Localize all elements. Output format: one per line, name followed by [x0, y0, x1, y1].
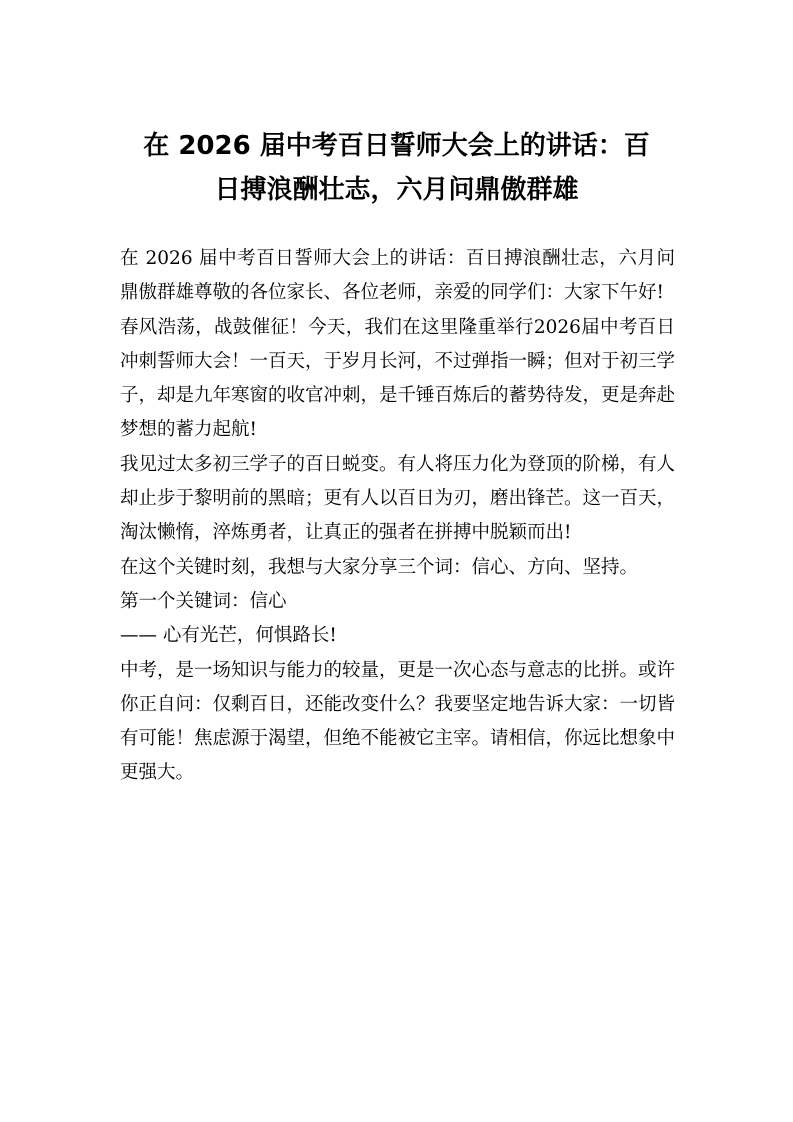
paragraph-greeting: 在 2026 届中考百日誓师大会上的讲话：百日搏浪酬壮志，六月问鼎傲群雄尊敬的各位家长、各位老师，亲爱的同学们：大家下午好! [120, 248, 675, 304]
keyword-subheading: —— 心有光芒，何惧路长! [120, 625, 337, 647]
keyword-heading: 第一个关键词：信心 [120, 590, 287, 612]
paragraph-opening: 春风浩荡，战鼓催征！今天，我们在这里隆重举行2026届中考百日冲刺誓师大会！一百天，于岁月长河，不过弹指一瞬；但对于初三学子，却是九年寒窗的收官冲刺，是千锤百炼后的蓄势待发，更是奔赴梦想的蓄力起航! [120, 316, 676, 441]
paragraph-transformation: 我见过太多初三学子的百日蜕变。有人将压力化为登顶的阶梯，有人却止步于黎明前的黑暗；更有人以百日为刃，磨出锋芒。这一百天，淘汰懒惰，淬炼勇者，让真正的强者在拼搏中脱颖而出! [120, 453, 676, 544]
document-title [100, 124, 693, 212]
title-line-1: 在 2026 届中考百日誓师大会上的讲话：百 [143, 131, 650, 161]
paragraph-confidence: 中考，是一场知识与能力的较量，更是一次心态与意志的比拼。或许你正自问：仅剩百日，还能改变什么？我要坚定地告诉大家：一切皆有可能！焦虑源于渴望，但绝不能被它主宰。请相信，你远比想象中更强大。 [120, 659, 676, 784]
document-body [120, 242, 675, 791]
title-line-2: 日搏浪酬壮志，六月问鼎傲群雄 [214, 175, 579, 205]
paragraph-three-words: 在这个关键时刻，我想与大家分享三个词：信心、方向、坚持。 [120, 556, 639, 578]
